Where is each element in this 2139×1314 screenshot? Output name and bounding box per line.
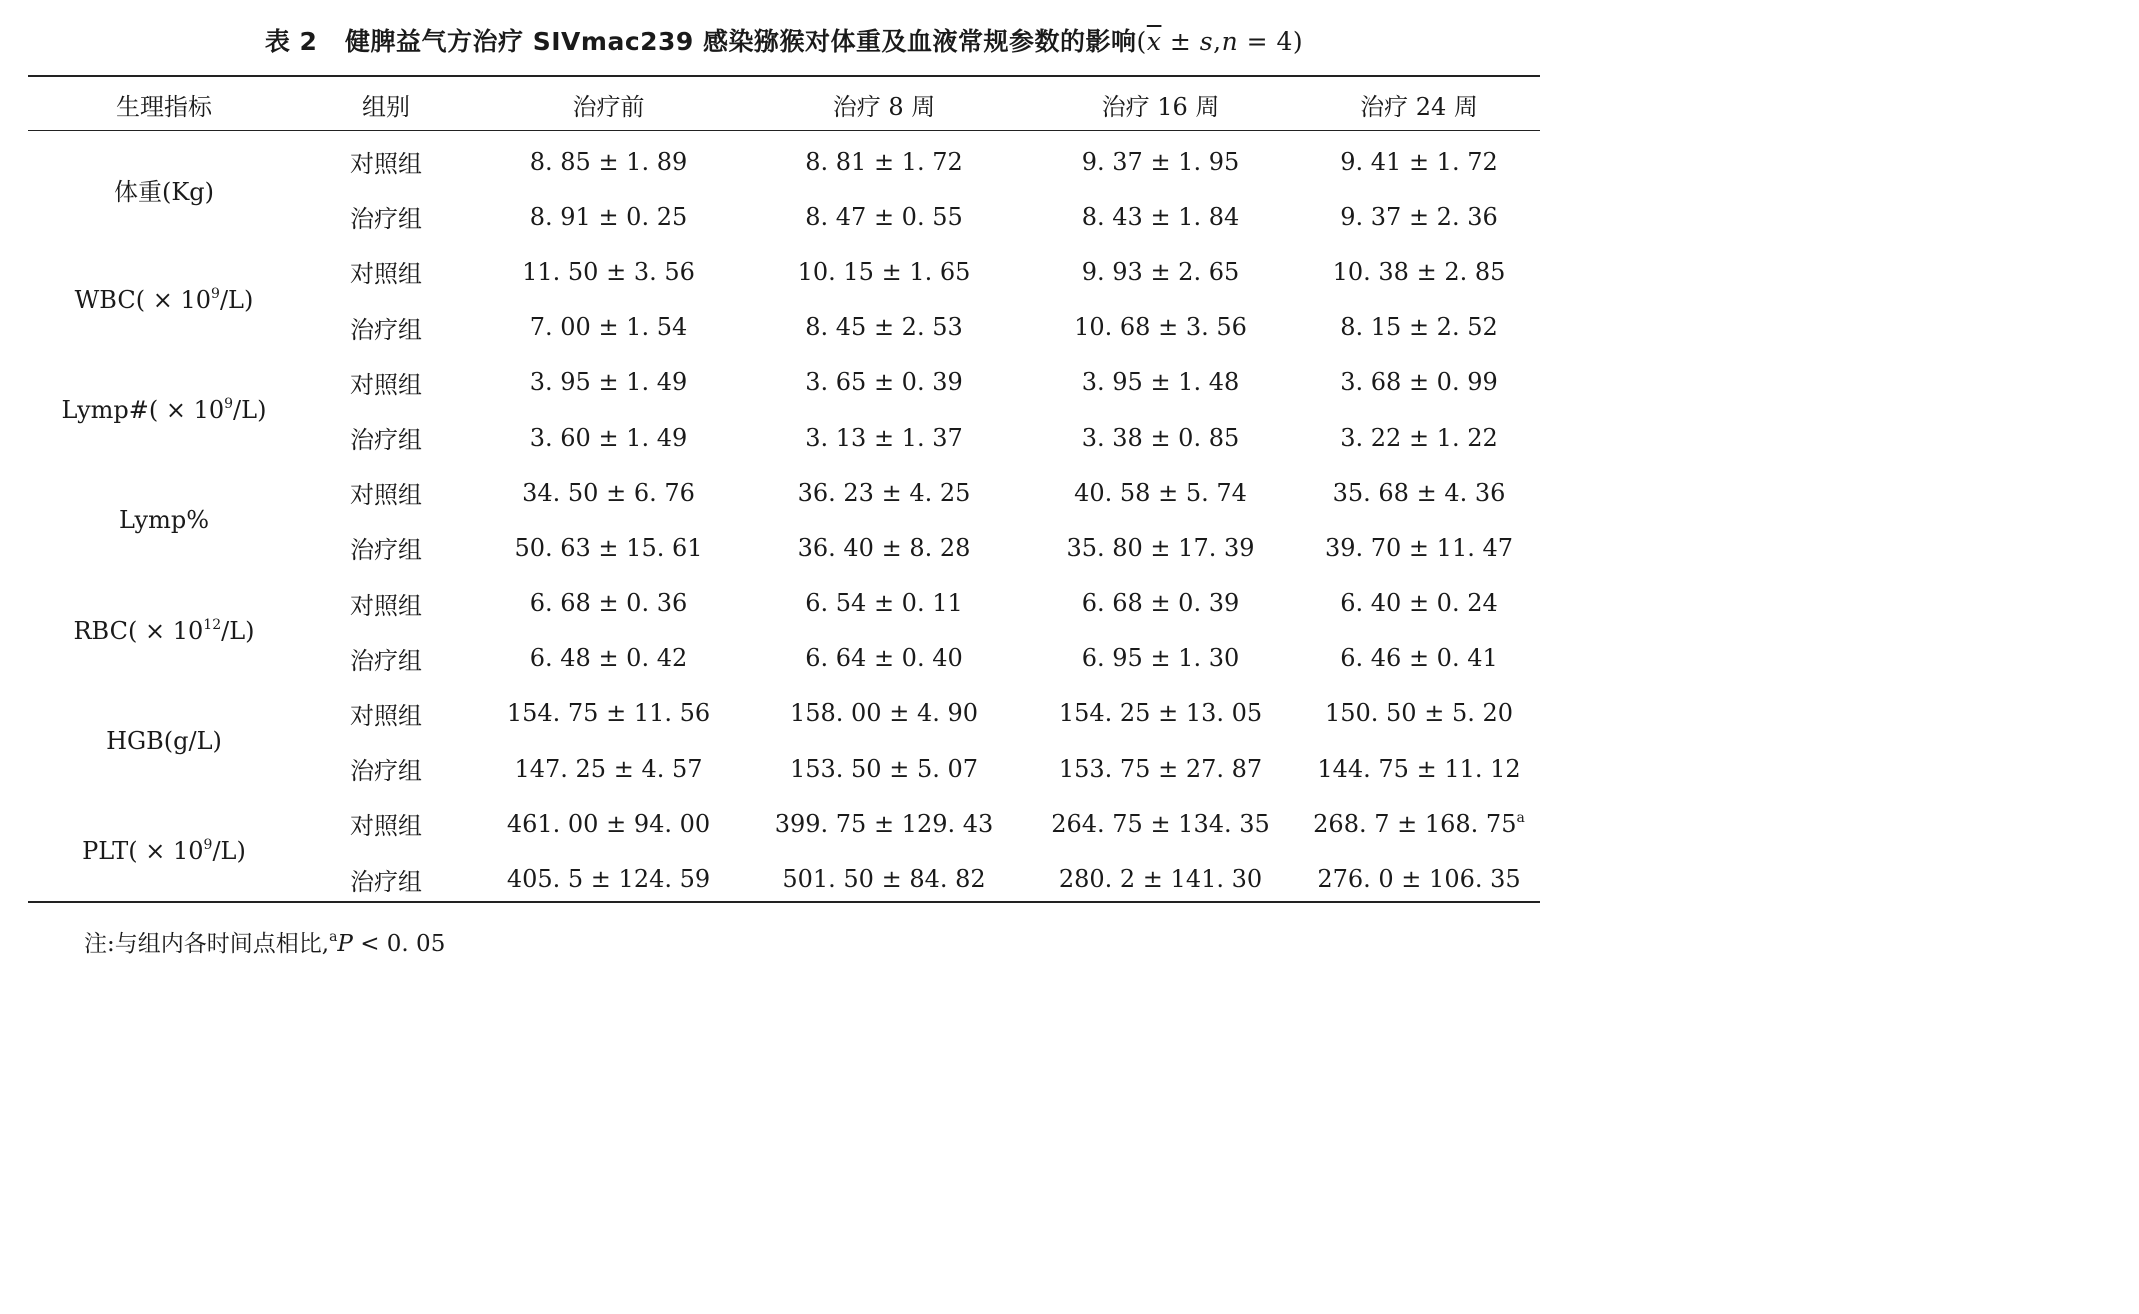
value-cell: 3. 38 ± 0. 85 [1081,423,1240,452]
value-cell: 3. 95 ± 1. 49 [529,368,688,397]
value-cell: 8. 85 ± 1. 89 [529,147,688,176]
value-cell: 6. 54 ± 0. 11 [805,589,963,618]
value-cell: 6. 46 ± 0. 41 [1340,644,1498,673]
value-cell: 150. 50 ± 5. 20 [1324,699,1514,728]
value-cell: 10. 15 ± 1. 65 [797,257,971,286]
value-cell: 3. 95 ± 1. 48 [1081,368,1240,397]
group-cell: 治疗组 [350,646,422,675]
column-header: 生理指标 [116,93,212,121]
value-cell: 7. 00 ± 1. 54 [529,313,688,342]
value-cell: 50. 63 ± 15. 61 [514,533,703,562]
value-cell: 35. 80 ± 17. 39 [1066,533,1255,562]
group-cell: 对照组 [350,370,422,399]
indicator-cell: Lymp#( × $10^9/L$) [61,395,267,424]
value-cell: 154. 75 ± 11. 56 [506,699,711,728]
value-cell: 3. 60 ± 1. 49 [529,423,688,452]
value-cell: 9. 41 ± 1. 72 [1340,147,1498,176]
column-header: 治疗 8 周 [832,93,936,121]
value-cell: 6. 64 ± 0. 40 [805,644,963,673]
column-header: 治疗 16 周 [1101,93,1220,121]
group-cell: 治疗组 [350,426,422,455]
value-cell: 405. 5 ± 124. 59 [506,865,711,894]
value-cell: 6. 95 ± 1. 30 [1081,644,1240,673]
value-cell: 8. 91 ± 0. 25 [529,202,688,231]
stat-notation: $(\overline{x} \pm s,n = 4)$ [1136,27,1304,56]
value-cell: 8. 47 ± 0. 55 [805,202,963,231]
value-cell: 3. 22 ± 1. 22 [1340,423,1498,452]
group-cell: 对照组 [350,150,422,179]
indicator-cell: $PLT( \times 10^9/L)$ [82,837,246,866]
table-row [28,576,1540,631]
value-cell: 3. 65 ± 0. 39 [805,368,963,397]
table-row [28,796,1540,851]
footnote: 注:与组内各时间点相比,$^a$P < 0. 05 [84,929,446,957]
group-cell: 治疗组 [350,757,422,786]
value-cell: 501. 50 ± 84. 82 [782,865,986,894]
table-row [28,132,1540,189]
value-cell: 264. 75 ± 134. 35 [1051,809,1270,838]
value-cell: 34. 50 ± 6. 76 [522,478,695,507]
column-header: 治疗 24 周 [1360,93,1478,121]
value-cell: 399. 75 ± 129. 43 [774,809,994,838]
value-cell: 6. 40 ± 0. 24 [1340,589,1498,618]
table-body [28,132,1540,907]
value-cell: 268. 7 ± 168. 75$^a$ [1313,809,1525,838]
group-cell: 对照组 [350,591,422,620]
table-row [28,244,1540,299]
value-cell: 3. 13 ± 1. 37 [805,423,963,452]
group-cell: 对照组 [350,701,422,730]
value-cell: 144. 75 ± 11. 12 [1317,754,1521,783]
indicator-cell: $RBC( \times 10^{12}/L)$ [73,616,255,645]
value-cell: 153. 50 ± 5. 07 [789,754,979,783]
group-cell: 对照组 [350,260,422,289]
value-cell: 39. 70 ± 11. 47 [1324,533,1514,562]
value-cell: 10. 38 ± 2. 85 [1332,257,1506,286]
table-row [28,355,1540,410]
value-cell: 8. 81 ± 1. 72 [805,147,963,176]
table-row [28,465,1540,520]
column-header: 组别 [362,93,410,121]
group-cell: 治疗组 [350,205,422,234]
group-cell: 对照组 [350,812,422,841]
value-cell: 10. 68 ± 3. 56 [1074,313,1247,342]
indicator-cell: Lymp% [119,506,209,535]
value-cell: 154. 25 ± 13. 05 [1058,699,1263,728]
value-cell: 40. 58 ± 5. 74 [1074,478,1247,507]
column-header: 治疗前 [572,93,645,121]
group-cell: 治疗组 [350,315,422,344]
table-caption: 健脾益气方治疗 SIVmac239 感染猕猴对体重及血液常规参数的影响 [345,27,1137,56]
value-cell: 8. 15 ± 2. 52 [1340,313,1498,342]
value-cell: 6. 48 ± 0. 42 [529,644,688,673]
value-cell: 9. 37 ± 2. 36 [1340,202,1498,231]
value-cell: 6. 68 ± 0. 36 [529,589,688,618]
value-cell: 9. 93 ± 2. 65 [1081,257,1240,286]
value-cell: 11. 50 ± 3. 56 [522,257,695,286]
indicator-cell: HGB(g/L) [106,727,222,756]
value-cell: 3. 68 ± 0. 99 [1340,368,1498,397]
value-cell: 147. 25 ± 4. 57 [514,754,703,783]
indicator-cell: $WBC( \times 10^9/L)$ [74,285,254,314]
value-cell: 276. 0 ± 106. 35 [1317,865,1521,894]
table-number: 表 2 [264,27,318,56]
value-cell: 280. 2 ± 141. 30 [1058,865,1263,894]
table-title [0,22,1568,58]
group-cell: 治疗组 [350,867,422,896]
value-cell: 9. 37 ± 1. 95 [1081,147,1240,176]
value-cell: 36. 40 ± 8. 28 [797,533,971,562]
group-cell: 治疗组 [350,536,422,565]
value-cell: 36. 23 ± 4. 25 [797,478,971,507]
data-table [28,77,1540,907]
table-row [28,686,1540,741]
value-cell: 461. 00 ± 94. 00 [506,809,711,838]
value-cell: 35. 68 ± 4. 36 [1332,478,1506,507]
group-cell: 对照组 [350,481,422,510]
value-cell: 153. 75 ± 27. 87 [1058,754,1263,783]
indicator-cell: 体重(Kg) [113,177,215,206]
value-cell: 158. 00 ± 4. 90 [789,699,979,728]
value-cell: 8. 43 ± 1. 84 [1081,202,1240,231]
value-cell: 6. 68 ± 0. 39 [1081,589,1240,618]
value-cell: 8. 45 ± 2. 53 [805,313,963,342]
header-row [28,77,1540,132]
